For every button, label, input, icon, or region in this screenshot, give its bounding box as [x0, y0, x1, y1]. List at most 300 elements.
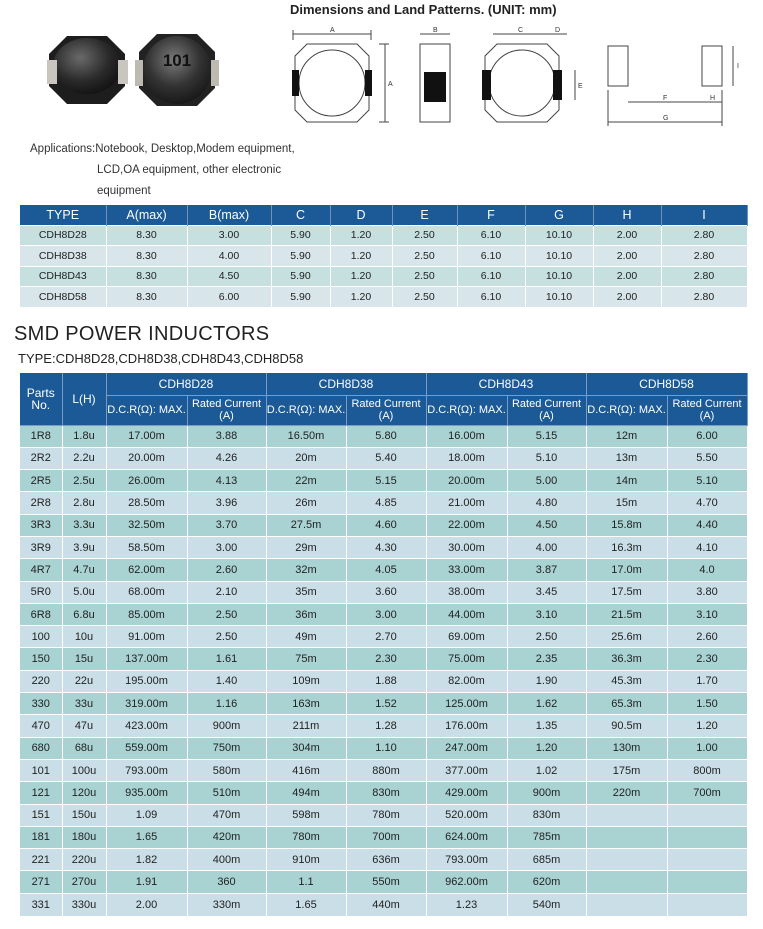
value-cell: 304m: [266, 737, 346, 759]
part-number-cell: 121: [20, 782, 62, 804]
dim-cell: 1.20: [330, 225, 392, 246]
value-cell: 1.61: [187, 648, 266, 670]
inductance-cell: 15u: [62, 648, 106, 670]
dim-cell: 10.10: [525, 225, 593, 246]
value-cell: 2.60: [187, 559, 266, 581]
applications-line-3: equipment: [97, 185, 151, 197]
value-cell: 125.00m: [426, 693, 507, 715]
value-cell: 38.00m: [426, 581, 507, 603]
value-cell: 3.87: [507, 559, 586, 581]
dim-cell: 8.30: [106, 246, 187, 267]
value-cell: 785m: [507, 826, 586, 848]
header-group-cdh8d58: CDH8D58: [586, 373, 747, 395]
dim-cell: 3.00: [187, 225, 271, 246]
inductor-table-row: [20, 737, 747, 759]
header-rated-current: Rated Current (A): [346, 395, 426, 425]
value-cell: 3.00: [187, 536, 266, 558]
inductor-table-row: [20, 759, 747, 781]
value-cell: 4.85: [346, 492, 426, 514]
value-cell: 1.50: [667, 693, 747, 715]
applications-line-1: Applications:Notebook, Desktop,Modem equipment,: [30, 143, 295, 155]
inductance-cell: 120u: [62, 782, 106, 804]
inductor-table-row: [20, 670, 747, 692]
value-cell: 685m: [507, 849, 586, 871]
value-cell: 3.10: [507, 603, 586, 625]
value-cell: 620m: [507, 871, 586, 893]
value-cell: 494m: [266, 782, 346, 804]
value-cell: 22m: [266, 470, 346, 492]
part-number-cell: 271: [20, 871, 62, 893]
inductor-table-row: [20, 492, 747, 514]
part-number-cell: 2R2: [20, 447, 62, 469]
inductor-table-row: [20, 782, 747, 804]
dimension-table-header: [20, 205, 747, 225]
header-rated-current: Rated Current (A): [187, 395, 266, 425]
inductor-table-row: [20, 514, 747, 536]
value-cell: 1.28: [346, 715, 426, 737]
inductance-cell: 2.2u: [62, 447, 106, 469]
value-cell: 130m: [586, 737, 667, 759]
value-cell: 65.3m: [586, 693, 667, 715]
header-dcr: D.C.R(Ω): MAX.: [266, 395, 346, 425]
value-cell: 18.00m: [426, 447, 507, 469]
value-cell: 2.35: [507, 648, 586, 670]
value-cell: 1.62: [507, 693, 586, 715]
value-cell: 16.50m: [266, 425, 346, 447]
part-number-cell: 3R9: [20, 536, 62, 558]
dim-cell: 8.30: [106, 225, 187, 246]
value-cell: 880m: [346, 759, 426, 781]
value-cell: 1.35: [507, 715, 586, 737]
value-cell: 29m: [266, 536, 346, 558]
value-cell: 16.3m: [586, 536, 667, 558]
value-cell: 540m: [507, 893, 586, 915]
value-cell: 1.40: [187, 670, 266, 692]
value-cell: 559.00m: [106, 737, 187, 759]
part-number-cell: 3R3: [20, 514, 62, 536]
value-cell: 22.00m: [426, 514, 507, 536]
dim-cell: 8.30: [106, 287, 187, 308]
dim-header-cell: D: [330, 205, 392, 225]
value-cell: 2.10: [187, 581, 266, 603]
value-cell: 4.10: [667, 536, 747, 558]
part-number-cell: 5R0: [20, 581, 62, 603]
value-cell: [667, 871, 747, 893]
label-f: F: [663, 95, 668, 102]
value-cell: 44.00m: [426, 603, 507, 625]
value-cell: 33.00m: [426, 559, 507, 581]
value-cell: 75m: [266, 648, 346, 670]
value-cell: 32.50m: [106, 514, 187, 536]
dim-cell: 1.20: [330, 246, 392, 267]
value-cell: 36.3m: [586, 648, 667, 670]
value-cell: 1.00: [667, 737, 747, 759]
value-cell: 910m: [266, 849, 346, 871]
dim-cell: 6.10: [457, 266, 525, 287]
value-cell: 416m: [266, 759, 346, 781]
value-cell: 1.52: [346, 693, 426, 715]
value-cell: 962.00m: [426, 871, 507, 893]
value-cell: 16.00m: [426, 425, 507, 447]
dim-cell: 2.80: [661, 246, 747, 267]
dim-cell: 10.10: [525, 287, 593, 308]
dim-cell: CDH8D28: [20, 225, 106, 246]
inductor-table-row: [20, 626, 747, 648]
inductor-table-row: [20, 603, 747, 625]
value-cell: 30.00m: [426, 536, 507, 558]
value-cell: [586, 826, 667, 848]
value-cell: 17.00m: [106, 425, 187, 447]
value-cell: 36m: [266, 603, 346, 625]
dim-cell: 5.90: [271, 246, 330, 267]
value-cell: 700m: [346, 826, 426, 848]
value-cell: 360: [187, 871, 266, 893]
value-cell: 2.70: [346, 626, 426, 648]
inductor-table-row: [20, 559, 747, 581]
value-cell: 21.00m: [426, 492, 507, 514]
value-cell: 420m: [187, 826, 266, 848]
value-cell: 830m: [346, 782, 426, 804]
value-cell: [586, 871, 667, 893]
dim-cell: 2.50: [392, 287, 457, 308]
value-cell: 780m: [266, 826, 346, 848]
value-cell: 4.0: [667, 559, 747, 581]
value-cell: 1.20: [667, 715, 747, 737]
value-cell: 32m: [266, 559, 346, 581]
inductance-cell: 6.8u: [62, 603, 106, 625]
value-cell: 900m: [507, 782, 586, 804]
value-cell: 830m: [507, 804, 586, 826]
part-number-cell: 1R8: [20, 425, 62, 447]
value-cell: 2.30: [667, 648, 747, 670]
value-cell: 4.13: [187, 470, 266, 492]
dimension-drawing: [285, 22, 755, 134]
dim-cell: 2.80: [661, 287, 747, 308]
applications-text: [30, 139, 330, 202]
value-cell: 6.00: [667, 425, 747, 447]
value-cell: [667, 893, 747, 915]
dimension-table-row: [20, 266, 747, 287]
inductance-cell: 2.5u: [62, 470, 106, 492]
value-cell: 1.65: [106, 826, 187, 848]
value-cell: 176.00m: [426, 715, 507, 737]
value-cell: 636m: [346, 849, 426, 871]
dim-cell: 2.80: [661, 225, 747, 246]
value-cell: 1.09: [106, 804, 187, 826]
value-cell: 3.00: [346, 603, 426, 625]
value-cell: 69.00m: [426, 626, 507, 648]
dim-header-cell: A(max): [106, 205, 187, 225]
part-number-cell: 2R8: [20, 492, 62, 514]
inductance-cell: 47u: [62, 715, 106, 737]
inductance-cell: 68u: [62, 737, 106, 759]
value-cell: 14m: [586, 470, 667, 492]
inductor-table-row: [20, 871, 747, 893]
value-cell: 1.20: [507, 737, 586, 759]
inductance-cell: 10u: [62, 626, 106, 648]
value-cell: 510m: [187, 782, 266, 804]
value-cell: 319.00m: [106, 693, 187, 715]
value-cell: 82.00m: [426, 670, 507, 692]
value-cell: 900m: [187, 715, 266, 737]
dim-cell: CDH8D43: [20, 266, 106, 287]
value-cell: 1.65: [266, 893, 346, 915]
dim-cell: CDH8D38: [20, 246, 106, 267]
dim-header-cell: C: [271, 205, 330, 225]
value-cell: 175m: [586, 759, 667, 781]
label-e: E: [578, 83, 583, 90]
value-cell: 800m: [667, 759, 747, 781]
part-number-cell: 331: [20, 893, 62, 915]
value-cell: 550m: [346, 871, 426, 893]
inductance-cell: 180u: [62, 826, 106, 848]
inductance-cell: 22u: [62, 670, 106, 692]
value-cell: 2.60: [667, 626, 747, 648]
value-cell: 598m: [266, 804, 346, 826]
header-parts-no: Parts No.: [20, 373, 62, 425]
dim-cell: 6.10: [457, 225, 525, 246]
value-cell: 5.80: [346, 425, 426, 447]
dim-header-cell: F: [457, 205, 525, 225]
header-group-cdh8d43: CDH8D43: [426, 373, 586, 395]
value-cell: 68.00m: [106, 581, 187, 603]
inductor-table-row: [20, 425, 747, 447]
dim-cell: 6.10: [457, 287, 525, 308]
value-cell: 2.50: [507, 626, 586, 648]
value-cell: 91.00m: [106, 626, 187, 648]
inductance-cell: 2.8u: [62, 492, 106, 514]
label-g: G: [663, 115, 669, 122]
dim-header-cell: B(max): [187, 205, 271, 225]
value-cell: 1.10: [346, 737, 426, 759]
label-b: B: [433, 27, 438, 34]
dim-cell: 6.10: [457, 246, 525, 267]
dimension-table-row: [20, 287, 747, 308]
value-cell: 45.3m: [586, 670, 667, 692]
value-cell: 793.00m: [426, 849, 507, 871]
dim-cell: 2.50: [392, 266, 457, 287]
dim-header-cell: E: [392, 205, 457, 225]
header-group-cdh8d28: CDH8D28: [106, 373, 266, 395]
header-inductance: L(H): [62, 373, 106, 425]
value-cell: 3.88: [187, 425, 266, 447]
value-cell: 2.30: [346, 648, 426, 670]
value-cell: [586, 893, 667, 915]
dim-cell: 5.90: [271, 266, 330, 287]
inductor-photo-top: [135, 30, 220, 110]
value-cell: 4.70: [667, 492, 747, 514]
value-cell: 3.70: [187, 514, 266, 536]
value-cell: 1.91: [106, 871, 187, 893]
value-cell: 13m: [586, 447, 667, 469]
dim-cell: 10.10: [525, 266, 593, 287]
header-rated-current: Rated Current (A): [667, 395, 747, 425]
part-number-cell: 6R8: [20, 603, 62, 625]
value-cell: 377.00m: [426, 759, 507, 781]
value-cell: 780m: [346, 804, 426, 826]
inductor-table-row: [20, 536, 747, 558]
value-cell: [586, 849, 667, 871]
value-cell: 5.10: [507, 447, 586, 469]
inductance-cell: 1.8u: [62, 425, 106, 447]
value-cell: [667, 849, 747, 871]
value-cell: 17.5m: [586, 581, 667, 603]
value-cell: 137.00m: [106, 648, 187, 670]
inductance-cell: 220u: [62, 849, 106, 871]
value-cell: 20.00m: [426, 470, 507, 492]
label-i: I: [737, 63, 739, 70]
value-cell: 20.00m: [106, 447, 187, 469]
inductor-table: [20, 373, 748, 916]
value-cell: 4.60: [346, 514, 426, 536]
part-number-cell: 220: [20, 670, 62, 692]
value-cell: 247.00m: [426, 737, 507, 759]
dim-cell: 2.50: [392, 225, 457, 246]
dim-cell: 6.00: [187, 287, 271, 308]
header-dcr: D.C.R(Ω): MAX.: [586, 395, 667, 425]
value-cell: 27.5m: [266, 514, 346, 536]
value-cell: 400m: [187, 849, 266, 871]
dim-cell: 8.30: [106, 266, 187, 287]
value-cell: 2.00: [106, 893, 187, 915]
inductor-table-row: [20, 648, 747, 670]
dim-cell: 2.00: [593, 287, 661, 308]
dim-cell: 2.00: [593, 225, 661, 246]
dim-cell: 2.00: [593, 246, 661, 267]
value-cell: [667, 804, 747, 826]
value-cell: 5.00: [507, 470, 586, 492]
value-cell: 21.5m: [586, 603, 667, 625]
value-cell: 750m: [187, 737, 266, 759]
value-cell: 211m: [266, 715, 346, 737]
value-cell: 1.90: [507, 670, 586, 692]
inductor-table-row: [20, 581, 747, 603]
value-cell: 5.50: [667, 447, 747, 469]
value-cell: 330m: [187, 893, 266, 915]
value-cell: 20m: [266, 447, 346, 469]
value-cell: 1.82: [106, 849, 187, 871]
value-cell: 25.6m: [586, 626, 667, 648]
dim-cell: 1.20: [330, 266, 392, 287]
value-cell: 15.8m: [586, 514, 667, 536]
header-dcr: D.C.R(Ω): MAX.: [426, 395, 507, 425]
value-cell: 520.00m: [426, 804, 507, 826]
value-cell: [586, 804, 667, 826]
value-cell: 3.10: [667, 603, 747, 625]
smd-type-line: TYPE:CDH8D28,CDH8D38,CDH8D43,CDH8D58: [18, 351, 304, 366]
header-group-cdh8d38: CDH8D38: [266, 373, 426, 395]
value-cell: 4.80: [507, 492, 586, 514]
value-cell: 12m: [586, 425, 667, 447]
part-number-cell: 2R5: [20, 470, 62, 492]
value-cell: 1.1: [266, 871, 346, 893]
value-cell: 5.15: [507, 425, 586, 447]
inductance-cell: 3.9u: [62, 536, 106, 558]
label-a-vertical: A: [388, 81, 393, 88]
inductance-cell: 3.3u: [62, 514, 106, 536]
dim-header-cell: I: [661, 205, 747, 225]
value-cell: 4.40: [667, 514, 747, 536]
inductance-cell: 150u: [62, 804, 106, 826]
dimension-table-row: [20, 225, 747, 246]
inductor-table-row: [20, 826, 747, 848]
value-cell: 4.00: [507, 536, 586, 558]
value-cell: 1.02: [507, 759, 586, 781]
dim-cell: 2.80: [661, 266, 747, 287]
value-cell: 4.30: [346, 536, 426, 558]
dim-cell: 5.90: [271, 225, 330, 246]
value-cell: 90.5m: [586, 715, 667, 737]
label-c: C: [518, 27, 524, 34]
value-cell: 28.50m: [106, 492, 187, 514]
value-cell: 3.80: [667, 581, 747, 603]
value-cell: 429.00m: [426, 782, 507, 804]
value-cell: 26m: [266, 492, 346, 514]
label-h: H: [710, 95, 716, 102]
value-cell: 62.00m: [106, 559, 187, 581]
part-number-cell: 100: [20, 626, 62, 648]
value-cell: 75.00m: [426, 648, 507, 670]
inductor-table-row: [20, 693, 747, 715]
dim-cell: CDH8D58: [20, 287, 106, 308]
value-cell: 35m: [266, 581, 346, 603]
part-number-cell: 680: [20, 737, 62, 759]
value-cell: 935.00m: [106, 782, 187, 804]
inductor-table-row: [20, 470, 747, 492]
part-number-cell: 181: [20, 826, 62, 848]
value-cell: 2.50: [187, 626, 266, 648]
value-cell: 163m: [266, 693, 346, 715]
part-number-cell: 4R7: [20, 559, 62, 581]
dim-cell: 5.90: [271, 287, 330, 308]
value-cell: 1.23: [426, 893, 507, 915]
value-cell: 3.60: [346, 581, 426, 603]
dim-cell: 4.00: [187, 246, 271, 267]
value-cell: 1.16: [187, 693, 266, 715]
value-cell: 85.00m: [106, 603, 187, 625]
value-cell: 700m: [667, 782, 747, 804]
value-cell: 624.00m: [426, 826, 507, 848]
value-cell: 793.00m: [106, 759, 187, 781]
inductance-cell: 33u: [62, 693, 106, 715]
part-number-cell: 330: [20, 693, 62, 715]
inductance-cell: 100u: [62, 759, 106, 781]
inductor-table-row: [20, 893, 747, 915]
value-cell: 4.26: [187, 447, 266, 469]
inductor-photo-side: [45, 30, 130, 110]
value-cell: 17.0m: [586, 559, 667, 581]
dim-cell: 2.50: [392, 246, 457, 267]
header-rated-current: Rated Current (A): [507, 395, 586, 425]
value-cell: 440m: [346, 893, 426, 915]
value-cell: 4.50: [507, 514, 586, 536]
value-cell: 220m: [586, 782, 667, 804]
value-cell: 49m: [266, 626, 346, 648]
value-cell: 4.05: [346, 559, 426, 581]
dimension-table-row: [20, 246, 747, 267]
inductance-cell: 270u: [62, 871, 106, 893]
dim-header-cell: G: [525, 205, 593, 225]
header-dcr: D.C.R(Ω): MAX.: [106, 395, 187, 425]
dim-header-cell: TYPE: [20, 205, 106, 225]
value-cell: 2.50: [187, 603, 266, 625]
dimensions-title: Dimensions and Land Patterns. (UNIT: mm): [290, 2, 557, 17]
value-cell: 195.00m: [106, 670, 187, 692]
part-number-cell: 151: [20, 804, 62, 826]
value-cell: 5.40: [346, 447, 426, 469]
value-cell: 109m: [266, 670, 346, 692]
label-d: D: [555, 27, 561, 34]
